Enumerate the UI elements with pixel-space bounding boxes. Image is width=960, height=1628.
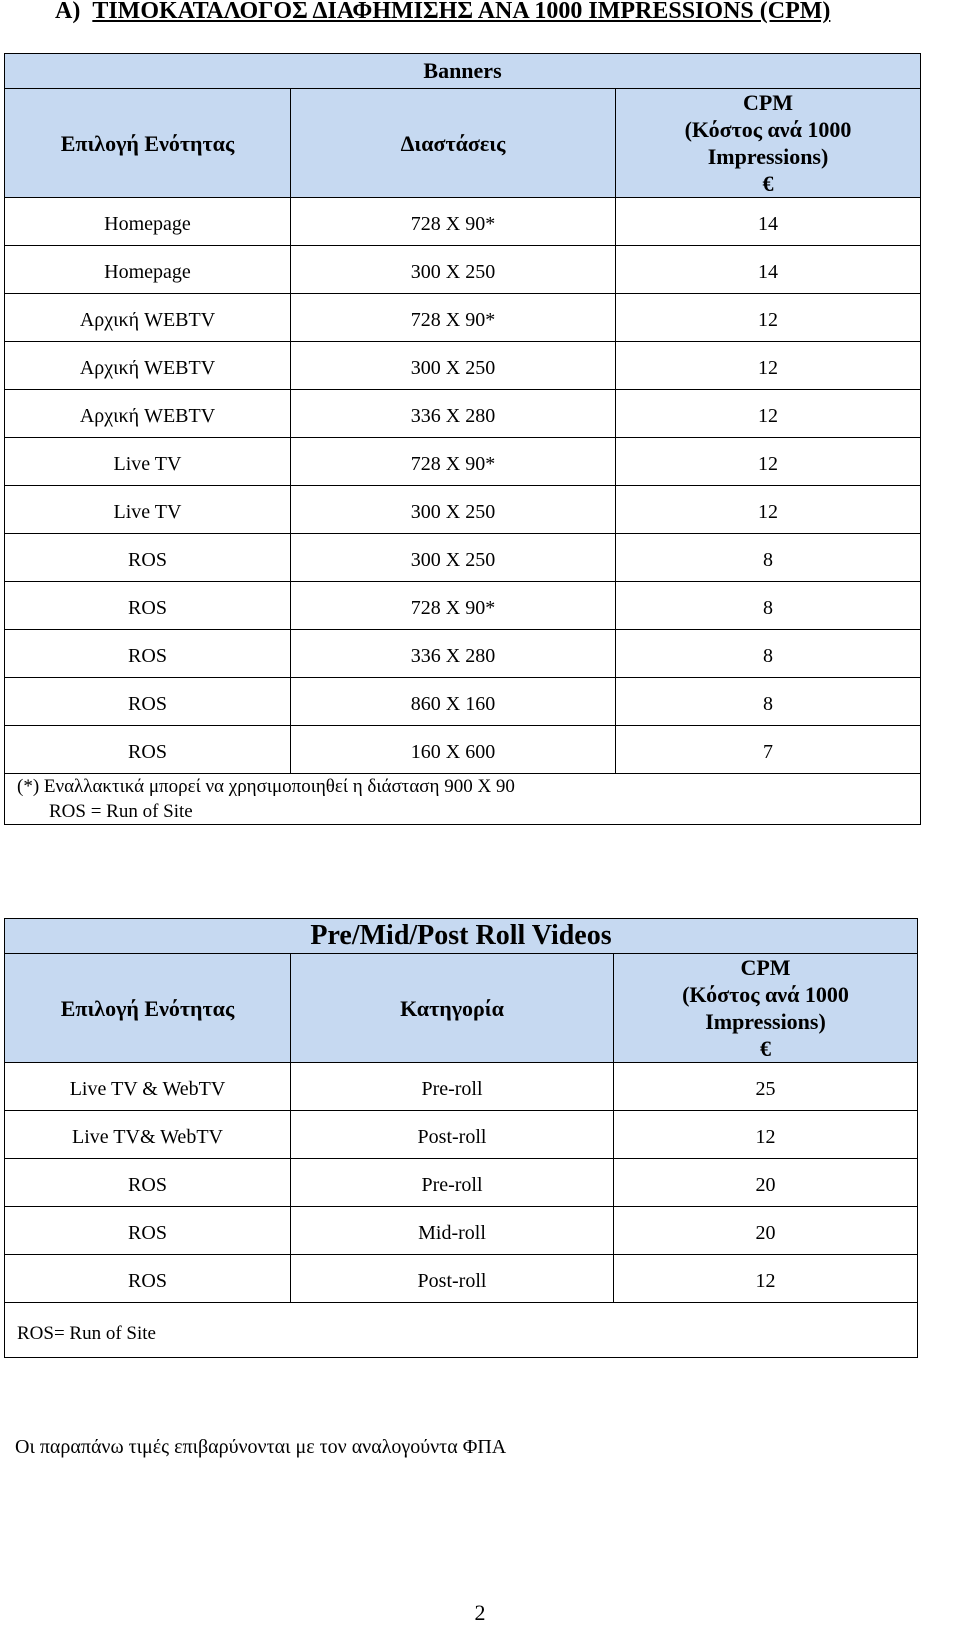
cell-cpm: 14 (616, 246, 921, 294)
cell-section: Live TV (5, 438, 291, 486)
banners-header-cpm (616, 89, 921, 198)
videos-header-section: Επιλογή Ενότητας (5, 954, 291, 1063)
videos-header-row (5, 954, 918, 1063)
cell-cpm: 14 (616, 198, 921, 246)
videos-note-row (5, 1303, 918, 1358)
cell-section: ROS (5, 582, 291, 630)
videos-band-title: Pre/Mid/Post Roll Videos (5, 919, 918, 954)
banners-band-title: Banners (5, 54, 921, 89)
cpm-header-line: € (760, 1036, 771, 1061)
cpm-header-line: (Κόστος ανά 1000 (684, 117, 852, 142)
table-row (5, 1063, 918, 1111)
cell-section: Live TV & WebTV (5, 1063, 291, 1111)
cpm-header-line: CPM (740, 955, 791, 980)
banners-band-row (5, 54, 921, 89)
table-row (5, 726, 921, 774)
heading-letter: A) (55, 0, 81, 24)
banners-note (5, 774, 921, 825)
cpm-header-line: Impressions) (705, 1009, 826, 1034)
table-row (5, 342, 921, 390)
cell-section: Live TV& WebTV (5, 1111, 291, 1159)
cpm-header-line: (Κόστος ανά 1000 (682, 982, 849, 1007)
cell-cpm: 7 (616, 726, 921, 774)
table-row (5, 390, 921, 438)
cell-section: Αρχική WEBTV (5, 390, 291, 438)
table-row (5, 678, 921, 726)
table-row (5, 582, 921, 630)
cell-cpm: 8 (616, 582, 921, 630)
cell-size: 728 X 90* (291, 582, 616, 630)
cell-cpm: 8 (616, 630, 921, 678)
cell-cpm: 12 (614, 1111, 918, 1159)
cell-cpm: 20 (614, 1159, 918, 1207)
cell-size: 728 X 90* (291, 438, 616, 486)
table-row (5, 1255, 918, 1303)
cpm-header-line: CPM (742, 90, 794, 115)
banners-note-asterisk: (*) Εναλλακτικά μπορεί να χρησιμοποιηθεί η διάσταση 900 Χ 90 (17, 776, 515, 797)
cell-size: 728 X 90* (291, 294, 616, 342)
cell-section: Αρχική WEBTV (5, 342, 291, 390)
cpm-header-line: € (762, 171, 774, 196)
cell-size: 860 X 160 (291, 678, 616, 726)
cell-section: ROS (5, 726, 291, 774)
videos-note: ROS= Run of Site (5, 1303, 918, 1358)
table-row (5, 294, 921, 342)
table-row (5, 486, 921, 534)
cell-section: Homepage (5, 198, 291, 246)
heading-title: ΤΙΜΟΚΑΤΑΛΟΓΟΣ ΔΙΑΦΗΜΙΣΗΣ ΑΝΑ 1000 IMPRESSIONS (CPM) (92, 0, 831, 24)
table-row (5, 1111, 918, 1159)
table-row (5, 438, 921, 486)
cell-category: Post-roll (291, 1111, 614, 1159)
banners-note-ros: ROS = Run of Site (49, 801, 193, 822)
banners-table (4, 53, 921, 825)
banners-note-row (5, 774, 921, 825)
cell-cpm: 12 (616, 486, 921, 534)
table-row (5, 534, 921, 582)
cell-size: 300 X 250 (291, 534, 616, 582)
cell-section: ROS (5, 1159, 291, 1207)
cell-cpm: 25 (614, 1063, 918, 1111)
table-row (5, 198, 921, 246)
cell-cpm: 20 (614, 1207, 918, 1255)
table-row (5, 1159, 918, 1207)
banners-header-section: Επιλογή Ενότητας (5, 89, 291, 198)
cell-category: Mid-roll (291, 1207, 614, 1255)
videos-header-category: Κατηγορία (291, 954, 614, 1063)
banners-header-row (5, 89, 921, 198)
cell-size: 300 X 250 (291, 486, 616, 534)
cell-section: ROS (5, 534, 291, 582)
cpm-header-line: Impressions) (707, 144, 829, 169)
table-row (5, 246, 921, 294)
cell-cpm: 12 (616, 438, 921, 486)
cell-section: ROS (5, 1255, 291, 1303)
banners-header-size: Διαστάσεις (291, 89, 616, 198)
cell-section: ROS (5, 1207, 291, 1255)
table-row (5, 1207, 918, 1255)
cell-cpm: 8 (616, 534, 921, 582)
cell-size: 728 X 90* (291, 198, 616, 246)
cell-cpm: 12 (616, 294, 921, 342)
cell-section: Αρχική WEBTV (5, 294, 291, 342)
cell-category: Pre-roll (291, 1159, 614, 1207)
cell-section: ROS (5, 630, 291, 678)
cell-section: Live TV (5, 486, 291, 534)
page-number: 2 (474, 1600, 486, 1625)
table-row (5, 630, 921, 678)
vat-note: Οι παραπάνω τιμές επιβαρύνονται με τον αναλογούντα ΦΠΑ (15, 1436, 507, 1458)
cell-cpm: 8 (616, 678, 921, 726)
cell-cpm: 12 (616, 342, 921, 390)
cell-size: 336 X 280 (291, 390, 616, 438)
cell-section: ROS (5, 678, 291, 726)
page-heading (55, 0, 830, 25)
cell-section: Homepage (5, 246, 291, 294)
cell-size: 300 X 250 (291, 246, 616, 294)
videos-header-cpm (614, 954, 918, 1063)
cell-size: 160 X 600 (291, 726, 616, 774)
videos-table (4, 918, 918, 1358)
cell-cpm: 12 (616, 390, 921, 438)
videos-band-row (5, 919, 918, 954)
cell-cpm: 12 (614, 1255, 918, 1303)
cell-category: Post-roll (291, 1255, 614, 1303)
cell-size: 300 X 250 (291, 342, 616, 390)
cell-category: Pre-roll (291, 1063, 614, 1111)
cell-size: 336 X 280 (291, 630, 616, 678)
